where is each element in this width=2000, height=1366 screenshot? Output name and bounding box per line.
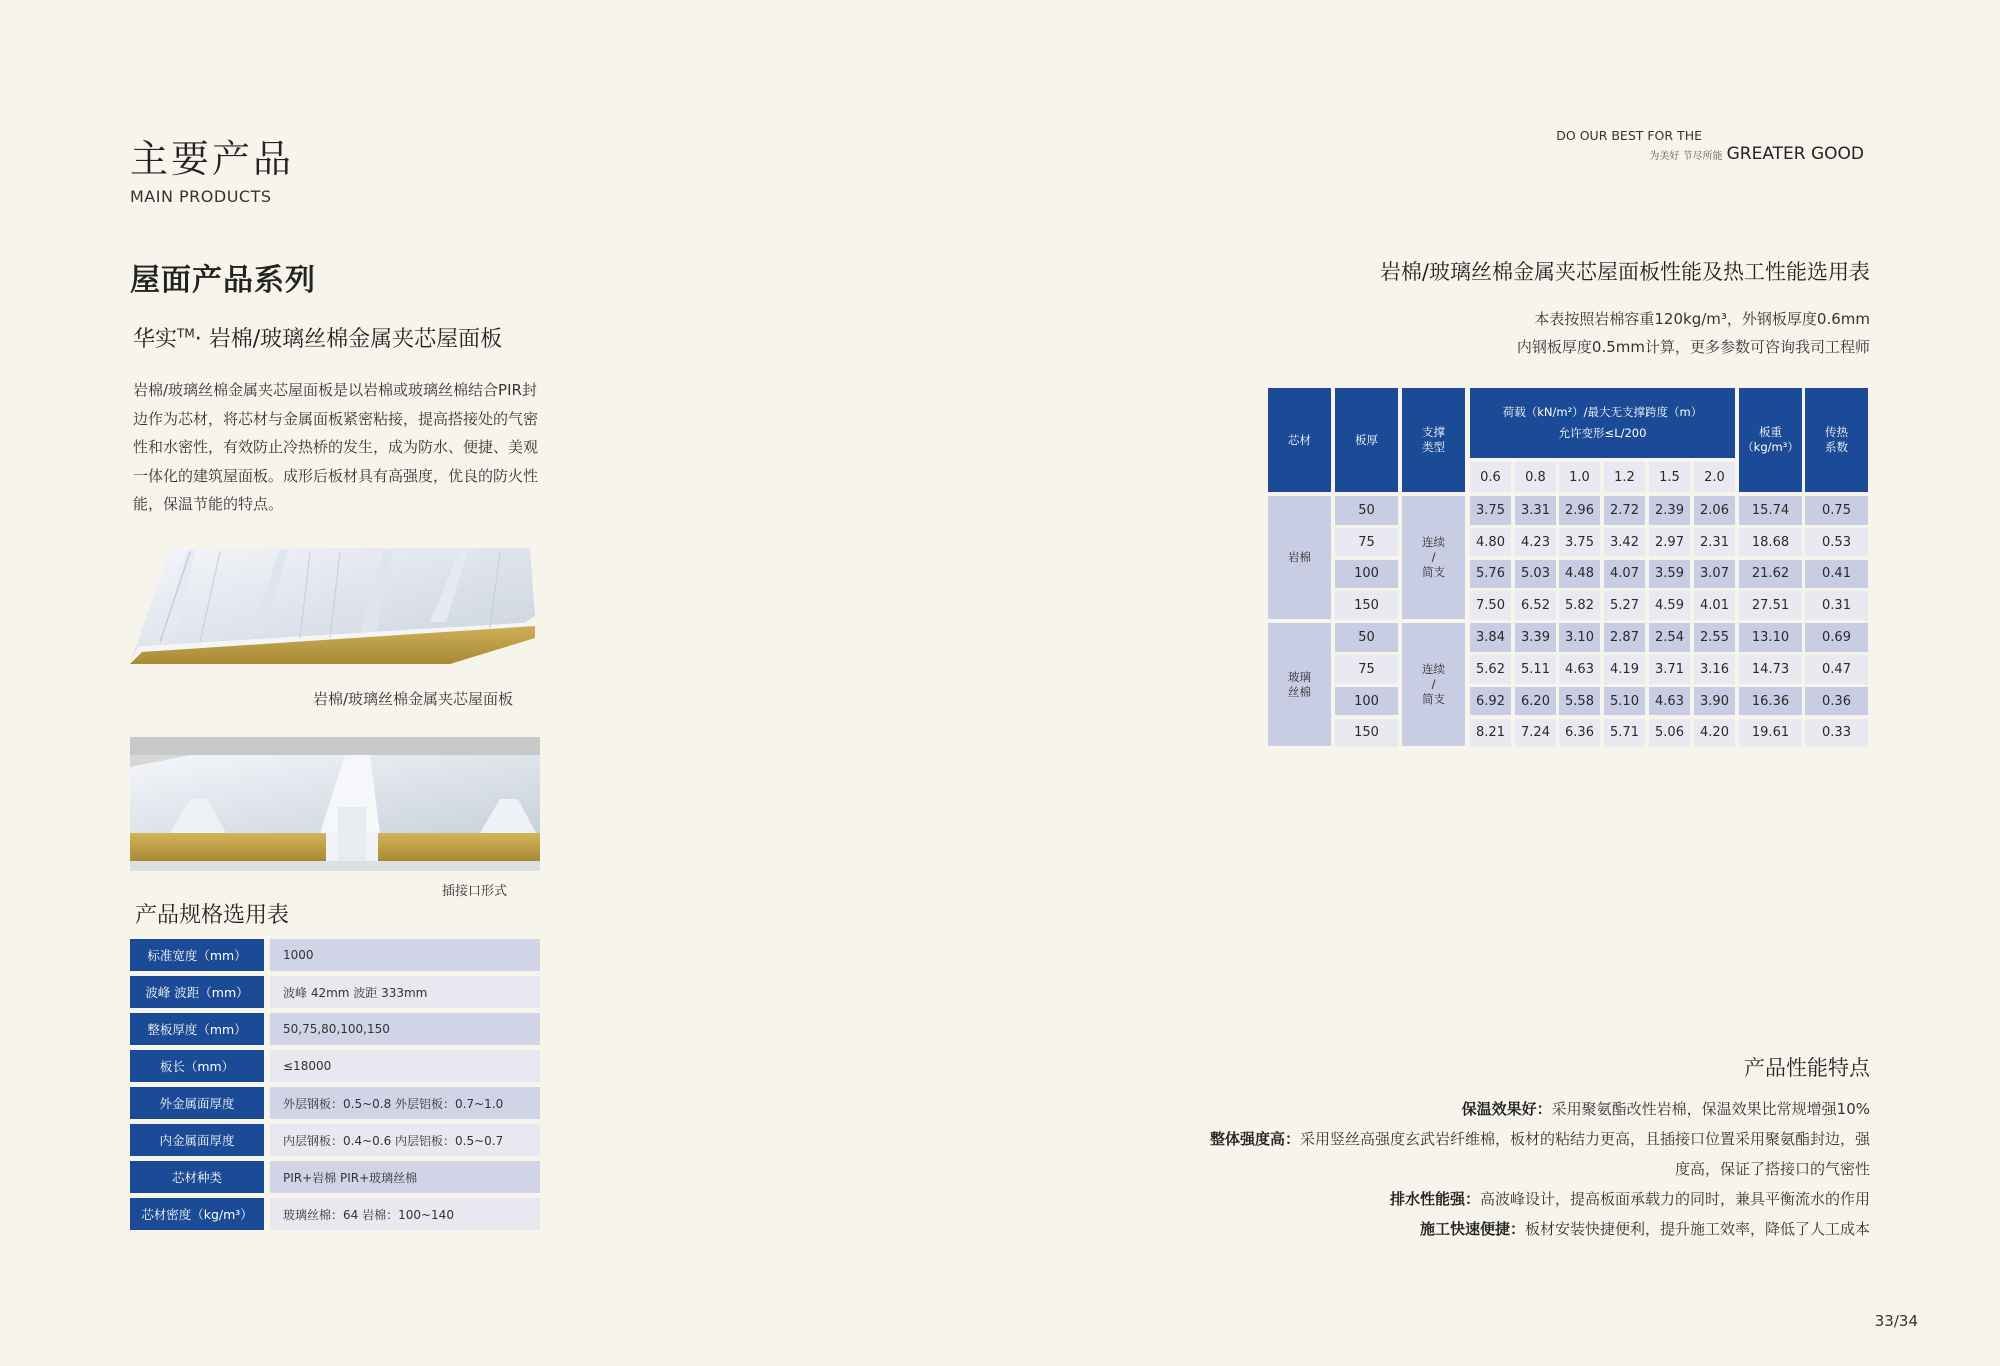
product-brand: 华实 — [133, 327, 178, 352]
slogan-line1: DO OUR BEST FOR THE — [1556, 128, 1702, 143]
spec-label: 芯材密度（kg/m³） — [130, 1198, 264, 1230]
thickness-cell: 75 — [1335, 655, 1398, 684]
header-weight-2: （kg/m³） — [1742, 440, 1799, 454]
thickness-cell: 50 — [1335, 496, 1398, 525]
thickness-cell: 75 — [1335, 528, 1398, 557]
spec-row — [130, 1124, 540, 1156]
heat-coefficient-cell: 0.41 — [1805, 560, 1868, 589]
spec-table-title: 产品规格选用表 — [135, 903, 290, 928]
weight-cell: 21.62 — [1739, 560, 1802, 589]
header-heat — [1805, 388, 1868, 492]
span-cell: 2.96 — [1559, 496, 1600, 525]
span-cell: 3.42 — [1604, 528, 1645, 557]
spec-label: 外金属面厚度 — [130, 1087, 264, 1119]
span-cell: 4.19 — [1604, 655, 1645, 684]
weight-cell: 16.36 — [1739, 687, 1802, 716]
span-cell: 2.39 — [1649, 496, 1690, 525]
header-weight-1: 板重 — [1759, 425, 1782, 439]
header-support-1: 支撑 — [1422, 425, 1445, 439]
support-3: 简支 — [1422, 692, 1445, 706]
span-cell: 7.50 — [1470, 591, 1511, 620]
feature-item — [1390, 1188, 1870, 1209]
span-cell: 4.63 — [1649, 687, 1690, 716]
heat-coefficient-cell: 0.47 — [1805, 655, 1868, 684]
support-1: 连续 — [1422, 535, 1445, 549]
spec-row — [130, 976, 540, 1008]
weight-cell: 15.74 — [1739, 496, 1802, 525]
span-cell: 4.23 — [1515, 528, 1556, 557]
span-cell: 5.27 — [1604, 591, 1645, 620]
span-cell: 3.10 — [1559, 623, 1600, 652]
feature-item — [1420, 1218, 1870, 1239]
span-cell: 4.59 — [1649, 591, 1690, 620]
span-cell: 2.31 — [1694, 528, 1735, 557]
spec-value: 波峰 42mm 波距 333mm — [270, 976, 540, 1008]
header-heat-2: 系数 — [1825, 440, 1848, 454]
load-header: 0.6 — [1470, 462, 1511, 492]
span-cell: 3.39 — [1515, 623, 1556, 652]
page-number: 33/34 — [1874, 1312, 1918, 1330]
spec-value: 外层钢板：0.5~0.8 外层铝板：0.7~1.0 — [270, 1087, 540, 1119]
spec-label: 波峰 波距（mm） — [130, 976, 264, 1008]
product-description: 岩棉/玻璃丝棉金属夹芯屋面板是以岩棉或玻璃丝棉结合PIR封边作为芯材，将芯材与金属面板紧密粘接，提高搭接处的气密性和水密性，有效防止冷热桥的发生，成为防水、便捷、美观一体化的建筑屋面板。成形后板材具有高强度，优良的防火性能，保温节能的特点。 — [133, 381, 539, 513]
slogan-en: GREATER GOOD — [1726, 144, 1864, 164]
feature-text: 采用竖丝高强度玄武岩纤维棉，板材的粘结力更高，且插接口位置采用聚氨酯封边，强 — [1299, 1130, 1870, 1148]
span-cell: 6.20 — [1515, 687, 1556, 716]
span-cell: 8.21 — [1470, 719, 1511, 748]
support-2: / — [1431, 677, 1436, 691]
spec-label: 标准宽度（mm） — [130, 939, 264, 971]
span-cell: 5.82 — [1559, 591, 1600, 620]
feature-item — [1675, 1158, 1870, 1179]
spec-label: 整板厚度（mm） — [130, 1013, 264, 1045]
spec-value: 50,75,80,100,150 — [270, 1013, 540, 1045]
header-load-2: 允许变形≤L/200 — [1558, 426, 1647, 440]
feature-text: 度高，保证了搭接口的气密性 — [1674, 1160, 1870, 1178]
span-cell: 4.63 — [1559, 655, 1600, 684]
span-cell: 3.75 — [1559, 528, 1600, 557]
load-header: 1.2 — [1604, 462, 1645, 492]
span-cell: 3.07 — [1694, 560, 1735, 589]
weight-cell: 14.73 — [1739, 655, 1802, 684]
joint-detail-image — [130, 737, 540, 871]
header-load — [1470, 388, 1735, 458]
thickness-cell: 150 — [1335, 719, 1398, 748]
core-label: 玻璃 — [1288, 669, 1311, 684]
product-name — [133, 322, 502, 353]
spec-row — [130, 1198, 540, 1230]
support-2: / — [1431, 550, 1436, 564]
header-core-text: 芯材 — [1288, 432, 1311, 447]
slogan-cn: 为美好 节尽所能 — [1649, 151, 1723, 162]
span-cell: 2.54 — [1649, 623, 1690, 652]
performance-table — [1268, 388, 1868, 746]
heat-coefficient-cell: 0.75 — [1805, 496, 1868, 525]
span-cell: 2.87 — [1604, 623, 1645, 652]
image1-caption: 岩棉/玻璃丝棉金属夹芯屋面板 — [313, 690, 514, 708]
product-title: · 岩棉/玻璃丝棉金属夹芯屋面板 — [194, 327, 503, 352]
load-header: 1.5 — [1649, 462, 1690, 492]
span-cell: 3.75 — [1470, 496, 1511, 525]
load-header: 0.8 — [1515, 462, 1556, 492]
series-title: 屋面产品系列 — [130, 263, 316, 298]
header-weight — [1739, 388, 1802, 492]
thickness-cell: 150 — [1335, 591, 1398, 620]
weight-cell: 18.68 — [1739, 528, 1802, 557]
trademark: TM — [177, 326, 195, 341]
heat-coefficient-cell: 0.33 — [1805, 719, 1868, 748]
feature-label: 整体强度高： — [1209, 1130, 1300, 1148]
spec-table — [130, 939, 540, 1235]
span-cell: 6.52 — [1515, 591, 1556, 620]
span-cell: 3.59 — [1649, 560, 1690, 589]
span-cell: 7.24 — [1515, 719, 1556, 748]
span-cell: 6.36 — [1559, 719, 1600, 748]
feature-item — [1210, 1128, 1870, 1149]
page-subtitle: MAIN PRODUCTS — [130, 187, 272, 206]
spec-value: ≤18000 — [270, 1050, 540, 1082]
thickness-cell: 100 — [1335, 687, 1398, 716]
spec-value: 内层钢板：0.4~0.6 内层铝板：0.5~0.7 — [270, 1124, 540, 1156]
span-cell: 5.58 — [1559, 687, 1600, 716]
span-cell: 3.31 — [1515, 496, 1556, 525]
span-cell: 3.71 — [1649, 655, 1690, 684]
span-cell: 4.80 — [1470, 528, 1511, 557]
support-type — [1402, 496, 1465, 619]
load-header: 2.0 — [1694, 462, 1735, 492]
span-cell: 5.62 — [1470, 655, 1511, 684]
span-cell: 2.06 — [1694, 496, 1735, 525]
spec-row — [130, 1013, 540, 1045]
feature-item — [1462, 1098, 1870, 1119]
spec-row — [130, 1050, 540, 1082]
performance-table-title: 岩棉/玻璃丝棉金属夹芯屋面板性能及热工性能选用表 — [1379, 260, 1870, 284]
span-cell: 6.92 — [1470, 687, 1511, 716]
feature-label: 保温效果好： — [1461, 1100, 1552, 1118]
support-3: 简支 — [1422, 565, 1445, 579]
span-cell: 4.48 — [1559, 560, 1600, 589]
spec-label: 芯材种类 — [130, 1161, 264, 1193]
spec-row — [130, 1087, 540, 1119]
thickness-cell: 100 — [1335, 560, 1398, 589]
core-label: 岩棉 — [1288, 550, 1311, 564]
span-cell: 5.06 — [1649, 719, 1690, 748]
table-note-line1: 本表按照岩棉容重120kg/m³，外钢板厚度0.6mm — [1534, 310, 1870, 328]
performance-features-title: 产品性能特点 — [1744, 1056, 1870, 1080]
support-1: 连续 — [1422, 662, 1445, 676]
thickness-cell: 50 — [1335, 623, 1398, 652]
header-support — [1402, 388, 1465, 492]
header-support-2: 类型 — [1422, 440, 1445, 454]
heat-coefficient-cell: 0.36 — [1805, 687, 1868, 716]
span-cell: 4.20 — [1694, 719, 1735, 748]
weight-cell: 19.61 — [1739, 719, 1802, 748]
slogan-line2 — [1649, 144, 1864, 164]
spec-value: PIR+岩棉 PIR+玻璃丝棉 — [270, 1161, 540, 1193]
core-rock-wool — [1268, 496, 1331, 619]
feature-label: 排水性能强： — [1389, 1190, 1480, 1208]
span-cell: 4.01 — [1694, 591, 1735, 620]
span-cell: 2.72 — [1604, 496, 1645, 525]
span-cell: 5.11 — [1515, 655, 1556, 684]
feature-text: 高波峰设计，提高板面承载力的同时，兼具平衡流水的作用 — [1479, 1190, 1870, 1208]
spec-label: 板长（mm） — [130, 1050, 264, 1082]
weight-cell: 13.10 — [1739, 623, 1802, 652]
core-label-2: 丝棉 — [1288, 684, 1311, 699]
heat-coefficient-cell: 0.31 — [1805, 591, 1868, 620]
load-header: 1.0 — [1559, 462, 1600, 492]
span-cell: 3.90 — [1694, 687, 1735, 716]
span-cell: 3.16 — [1694, 655, 1735, 684]
span-cell: 4.07 — [1604, 560, 1645, 589]
header-thickness — [1335, 388, 1398, 492]
spec-value: 玻璃丝棉：64 岩棉：100~140 — [270, 1198, 540, 1230]
span-cell: 5.76 — [1470, 560, 1511, 589]
roof-panel-image — [130, 542, 540, 672]
core-glass-wool — [1268, 623, 1331, 746]
feature-text: 板材安装快捷便利，提升施工效率，降低了人工成本 — [1524, 1220, 1870, 1238]
spec-value: 1000 — [270, 939, 540, 971]
header-core — [1268, 388, 1331, 492]
spec-row — [130, 939, 540, 971]
header-load-1: 荷载（kN/m²）/最大无支撑跨度（m） — [1502, 405, 1703, 419]
header-heat-1: 传热 — [1825, 425, 1848, 439]
heat-coefficient-cell: 0.53 — [1805, 528, 1868, 557]
support-type — [1402, 623, 1465, 746]
span-cell: 2.55 — [1694, 623, 1735, 652]
spec-row — [130, 1161, 540, 1193]
span-cell: 3.84 — [1470, 623, 1511, 652]
header-thickness-text: 板厚 — [1355, 432, 1378, 447]
span-cell: 2.97 — [1649, 528, 1690, 557]
span-cell: 5.71 — [1604, 719, 1645, 748]
feature-text: 采用聚氨酯改性岩棉，保温效果比常规增强10% — [1551, 1100, 1870, 1118]
span-cell: 5.10 — [1604, 687, 1645, 716]
feature-label: 施工快速便捷： — [1419, 1220, 1525, 1238]
spec-label: 内金属面厚度 — [130, 1124, 264, 1156]
span-cell: 5.03 — [1515, 560, 1556, 589]
table-note-line2: 内钢板厚度0.5mm计算，更多参数可咨询我司工程师 — [1516, 338, 1870, 356]
page-title: 主要产品 — [130, 137, 295, 181]
weight-cell: 27.51 — [1739, 591, 1802, 620]
image2-caption: 插接口形式 — [442, 884, 508, 899]
heat-coefficient-cell: 0.69 — [1805, 623, 1868, 652]
